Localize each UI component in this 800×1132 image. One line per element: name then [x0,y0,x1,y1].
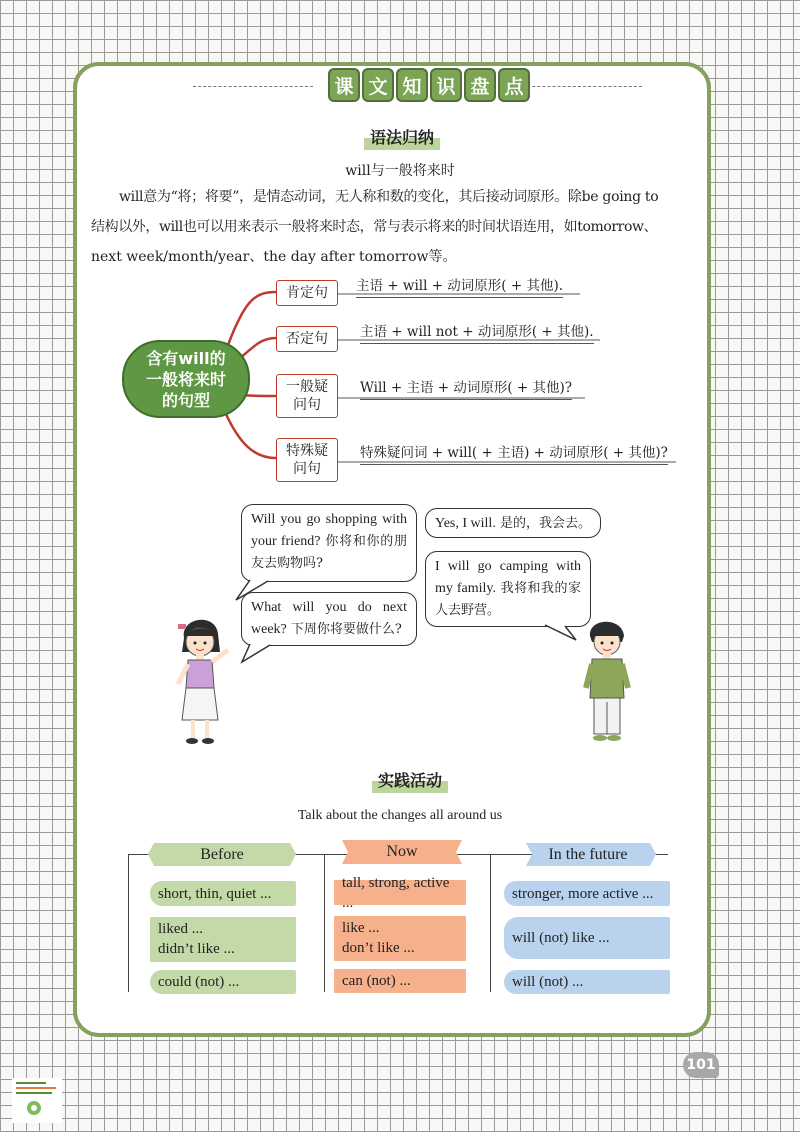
column-header-future: In the future [548,845,628,863]
future-item: stronger, more active ... [504,881,670,906]
hub-line: 一般将来时 [145,369,226,389]
formula-special-question: 特殊疑问词 + will( + 主语) + 动词原形( + 其他)? [360,441,668,465]
hub-line: 的句型 [161,390,210,410]
title-char: 课 [328,68,360,102]
publisher-stamp [12,1078,62,1123]
bubble-text-en: Yes, I will. [435,516,496,531]
before-item [150,917,296,962]
column-header-before: Before [200,845,244,863]
future-item: will (not) ... [504,970,670,994]
now-item [334,916,466,961]
now-item: can (not) ... [334,969,466,993]
node-label: 否定句 [286,331,328,347]
bubble-text-en: Will you go shopping with your friend? [251,512,407,549]
now-item: tall, strong, active ... [334,880,466,905]
now-item-line: don’t like ... [342,940,415,956]
bubble-text-zh: 是的，我会去。 [499,516,591,531]
grammar-section-tag: 语法归纳 [364,123,440,150]
title-char: 盘 [464,68,496,102]
title-char: 文 [362,68,394,102]
formula-negative: 主语 + will not + 动词原形( + 其他). [360,320,594,344]
column-header-now: Now [386,843,418,860]
node-label: 肯定句 [286,285,328,301]
now-item-line: like ... [342,920,380,936]
formula-general-question: Will + 主语 + 动词原形( + 其他)? [360,376,572,400]
bubble-text-zh: 我将和我的家人去野营。 [435,581,581,618]
node-label: 特殊疑 [286,443,328,459]
paragraph-line: will意为“将；将要”，是情态动词，无人称和数的变化，其后接动词原形。除be going to [119,189,659,205]
before-item: could (not) ... [150,970,296,994]
node-label: 问句 [293,397,321,413]
node-label: 一般疑 [286,379,328,395]
stamp-graphic [14,1080,60,1120]
title-char: 知 [396,68,428,102]
bubble-text-en: What will you do next week? [251,600,407,637]
formula-affirmative: 主语 + will + 动词原形( + 其他). [356,274,563,298]
paragraph-line: next week/month/year、the day after tomorrow等。 [91,249,457,265]
future-item: will (not) like ... [504,917,670,959]
node-label: 问句 [293,461,321,477]
paragraph-line: 结构以外，will也可以用来表示一般将来时态，常与表示将来的时间状语连用，如tomorrow、 [91,219,658,235]
grammar-subheading: will与一般将来时 [345,163,455,179]
bubble-text-zh: 你将和你的朋友去购物吗? [251,534,407,571]
practice-section-tag: 实践活动 [372,766,448,793]
title-char: 点 [498,68,530,102]
hub-line: 含有will的 [146,348,226,368]
bubble-text-en: I will go camping with my family. [435,559,581,596]
practice-title: Talk about the changes all around us [297,808,503,823]
before-item-line: didn’t like ... [158,941,235,957]
bubble-text-zh: 下周你将要做什么? [290,622,402,637]
before-item-line: liked ... [158,921,203,937]
title-char: 识 [430,68,462,102]
page-number: 101 [683,1052,719,1078]
before-item: short, thin, quiet ... [150,881,296,906]
